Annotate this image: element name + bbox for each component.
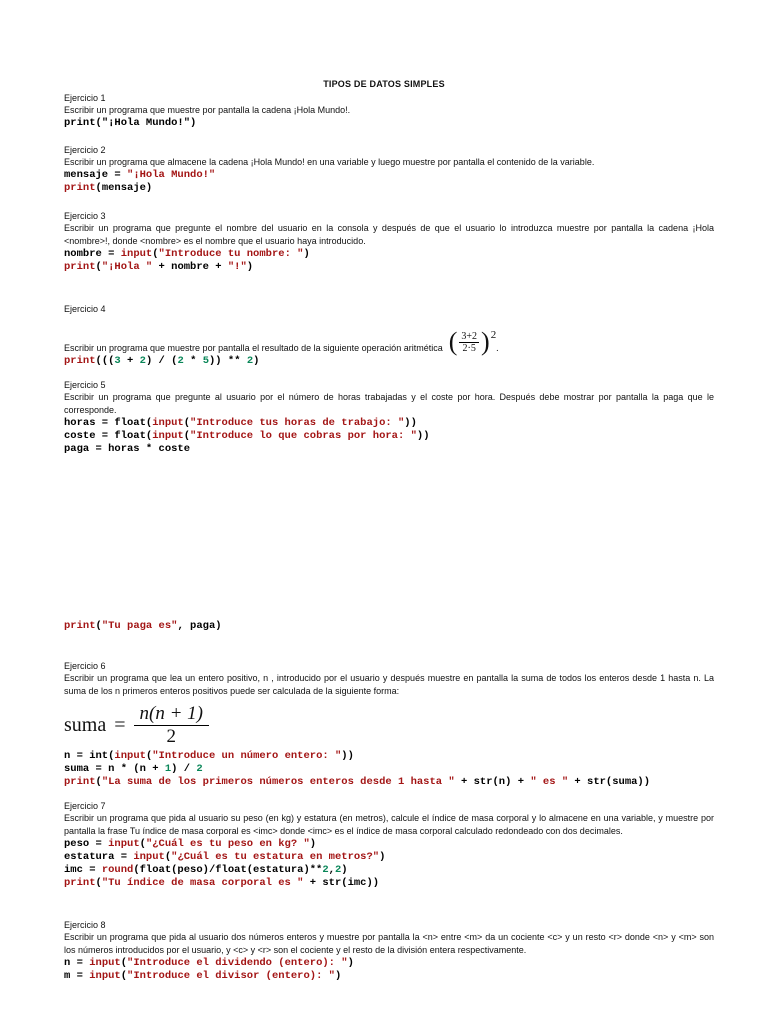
code-token: 2 [334, 864, 342, 876]
code-token: ) [341, 864, 348, 876]
code-token: ( [183, 430, 191, 442]
code-token: ) [253, 355, 260, 367]
code-token: + str(n) + [454, 776, 531, 788]
code-block [64, 117, 714, 130]
code-token: ) [379, 851, 386, 863]
code-line [64, 776, 714, 789]
code-token: ((( [95, 355, 115, 367]
code-line [64, 620, 714, 633]
code-line [64, 117, 714, 130]
code-token: "Introduce un número entero: " [152, 750, 342, 762]
exercise-7 [64, 801, 714, 890]
code-token: + str(suma)) [568, 776, 651, 788]
code-line [64, 430, 714, 443]
code-token: ( [145, 750, 153, 762]
code-token: input [89, 957, 121, 969]
exercise-5 [64, 380, 714, 456]
code-token: 5 [202, 355, 209, 367]
exercise-text: Escribir un programa que pregunte al usuario por el número de horas trabajadas y el coste por hora. Después debe mostrar por pantalla la paga que le corresponde. [64, 392, 714, 415]
code-token: ) / [171, 763, 197, 775]
code-token: print [64, 776, 96, 788]
exercise-text: Escribir un programa que muestre por pantalla la cadena ¡Hola Mundo!. [64, 105, 351, 115]
exercise-text: Escribir un programa que pida al usuario su peso (en kg) y estatura (en metros), calcule el índice de masa corporal y lo almacene en una variable, y muestre por pantalla la frase Tu índice de masa corporal es <imc> donde <imc> es el índice de masa corporal calculado redondeado con dos decimales. [64, 813, 714, 836]
formula-lhs: suma [64, 713, 107, 736]
code-token: + str(imc)) [303, 877, 380, 889]
code-token: m = [64, 970, 90, 982]
code-token: input [152, 430, 184, 442]
code-line [64, 838, 714, 851]
sum-formula [64, 702, 714, 748]
code-block [64, 750, 714, 789]
code-token: imc = [64, 864, 102, 876]
code-line [64, 355, 714, 368]
code-token: print [64, 182, 96, 194]
code-block [64, 620, 714, 633]
code-token: 2 [246, 355, 254, 367]
code-token: ( [95, 620, 102, 632]
exercise-6 [64, 661, 714, 789]
code-token: estatura = [64, 851, 134, 863]
code-token: ) [246, 261, 254, 273]
code-token: " es " [530, 776, 569, 788]
code-token: "Tu paga es" [101, 620, 178, 632]
exercise-3 [64, 211, 714, 274]
code-token: "¡Hola Mundo!" [101, 117, 191, 129]
code-block [64, 248, 714, 274]
code-token: "Introduce lo que cobras por hora: " [190, 430, 417, 442]
formula-equals: = [114, 713, 126, 736]
code-token: "Introduce tus horas de trabajo: " [190, 417, 405, 429]
code-token: + [120, 355, 140, 367]
code-line [64, 417, 714, 430]
code-line [64, 970, 714, 983]
code-token: peso = [64, 838, 109, 850]
code-token: "!" [227, 261, 247, 273]
exercise-1 [64, 93, 714, 130]
code-token: )) ** [209, 355, 247, 367]
code-line [64, 877, 714, 890]
code-token: "¿Cuál es tu estatura en metros?" [171, 851, 380, 863]
code-token: ( [120, 970, 128, 982]
code-token: "Introduce tu nombre: " [158, 248, 304, 260]
code-line [64, 864, 714, 877]
code-line [64, 763, 714, 776]
code-token: print [64, 261, 96, 273]
code-line [64, 248, 714, 261]
code-token: "¿Cuál es tu peso en kg? " [145, 838, 310, 850]
code-token: (mensaje) [95, 182, 153, 194]
code-token: n = int( [64, 750, 115, 762]
exercise-heading: Ejercicio 6 [64, 661, 106, 671]
exercise-text: Escribir un programa que pregunte el nombre del usuario en la consola y después de que el usuario lo introduzca muestre por pantalla la cadena ¡Hola <nombre>!, donde <nombre> es el nombre que el usuario haya introducido. [64, 223, 714, 246]
code-token: , [328, 864, 335, 876]
code-token: ) [334, 970, 342, 982]
code-token: input [120, 248, 153, 260]
code-token: ( [95, 877, 102, 889]
exercise-heading: Ejercicio 7 [64, 801, 106, 811]
code-line [64, 851, 714, 864]
code-token: ) / ( [145, 355, 178, 367]
code-token: input [133, 851, 165, 863]
formula-numerator: 3+2 [461, 330, 478, 342]
exercise-8 [64, 920, 714, 983]
code-token: "Introduce el dividendo (entero): " [127, 957, 348, 969]
code-token: ( [164, 851, 172, 863]
code-token: "Introduce el divisor (entero): " [127, 970, 335, 982]
exercise-heading: Ejercicio 8 [64, 920, 106, 930]
code-token: 2 [322, 864, 329, 876]
arithmetic-formula: ( $\frac{3+2}{2\cdot 5}$ ) 2 . [448, 327, 499, 356]
code-block [64, 417, 714, 456]
code-token: ( [152, 248, 159, 260]
code-block [64, 355, 714, 368]
code-token: input [108, 838, 140, 850]
code-token: "Tu índice de masa corporal es " [101, 877, 304, 889]
code-token: input [152, 417, 184, 429]
code-token: * [183, 355, 203, 367]
code-token: input [114, 750, 146, 762]
code-token: paga = horas * coste [64, 443, 191, 455]
code-token: 1 [164, 763, 172, 775]
exercise-2 [64, 145, 714, 195]
code-token: print [64, 877, 96, 889]
code-token: round [101, 864, 134, 876]
code-token: , paga) [177, 620, 222, 632]
code-token: ( [183, 417, 191, 429]
code-token: ) [190, 117, 197, 129]
exercise-heading: Ejercicio 3 [64, 211, 106, 221]
formula-exponent: 2 [490, 329, 497, 341]
code-token: 2 [139, 355, 146, 367]
exercise-heading: Ejercicio 1 [64, 93, 106, 103]
code-token: nombre = [64, 248, 121, 260]
exercise-text: Escribir un programa que almacene la cadena ¡Hola Mundo! en una variable y luego muestre por pantalla el contenido de la variable. [64, 157, 595, 167]
exercise-5-code-end [64, 620, 714, 633]
formula-numerator: n(n + 1) [134, 703, 209, 726]
code-token: mensaje = [64, 169, 128, 181]
exercise-4 [64, 304, 714, 368]
code-token: print [64, 620, 96, 632]
code-block [64, 169, 714, 195]
code-token: suma = n * (n + [64, 763, 165, 775]
exercise-heading: Ejercicio 4 [64, 304, 106, 314]
code-token: 2 [196, 763, 203, 775]
code-token: "¡Hola Mundo!" [127, 169, 216, 181]
exercise-heading: Ejercicio 5 [64, 380, 106, 390]
code-line [64, 957, 714, 970]
code-token: ( [139, 838, 146, 850]
code-token: (float(peso)/float(estatura)** [133, 864, 323, 876]
code-token: n = [64, 957, 90, 969]
code-token: horas = float( [64, 417, 153, 429]
code-token: ) [309, 838, 317, 850]
code-token: print [64, 355, 96, 367]
code-token: ) [303, 248, 310, 260]
code-token: )) [404, 417, 417, 429]
code-token: ( [95, 261, 102, 273]
formula-denominator: 2·5 [462, 342, 476, 354]
exercise-text: Escribir un programa que lea un entero positivo, n , introducido por el usuario y después muestre en pantalla la suma de todos los enteros desde 1 hasta n. La suma de los n primeros enteros positivos puede ser calculada de la siguiente forma: [64, 673, 714, 696]
code-token: input [89, 970, 121, 982]
code-block [64, 838, 714, 890]
code-token: ( [95, 776, 102, 788]
code-token: )) [341, 750, 354, 762]
code-line [64, 443, 714, 456]
code-token: )) [416, 430, 430, 442]
code-line [64, 261, 714, 274]
exercise-text: Escribir un programa que pida al usuario dos números enteros y muestre por pantalla la <n> entre <m> da un cociente <c> y un resto <r> donde <n> y <m> son los números introducidos por el usuario, y <c> y <r> son el cociente y el resto de la división entera respectivamente. [64, 932, 714, 955]
exercise-text: Escribir un programa que muestre por pantalla el resultado de la siguiente operación aritmética [64, 343, 443, 353]
code-line [64, 182, 714, 195]
code-line [64, 750, 714, 763]
code-token: ) [347, 957, 354, 969]
code-token: "La suma de los primeros números enteros desde 1 hasta " [101, 776, 455, 788]
exercise-heading: Ejercicio 2 [64, 145, 106, 155]
code-token: print( [64, 117, 102, 129]
code-token: 3 [114, 355, 121, 367]
code-block [64, 957, 714, 983]
page-title: TIPOS DE DATOS SIMPLES [323, 79, 445, 89]
code-line [64, 169, 714, 182]
code-token: ( [120, 957, 128, 969]
code-token: coste = float( [64, 430, 153, 442]
code-token: "¡Hola " [101, 261, 153, 273]
code-token: + nombre + [152, 261, 228, 273]
code-token: 2 [177, 355, 184, 367]
formula-denominator: 2 [166, 725, 176, 747]
